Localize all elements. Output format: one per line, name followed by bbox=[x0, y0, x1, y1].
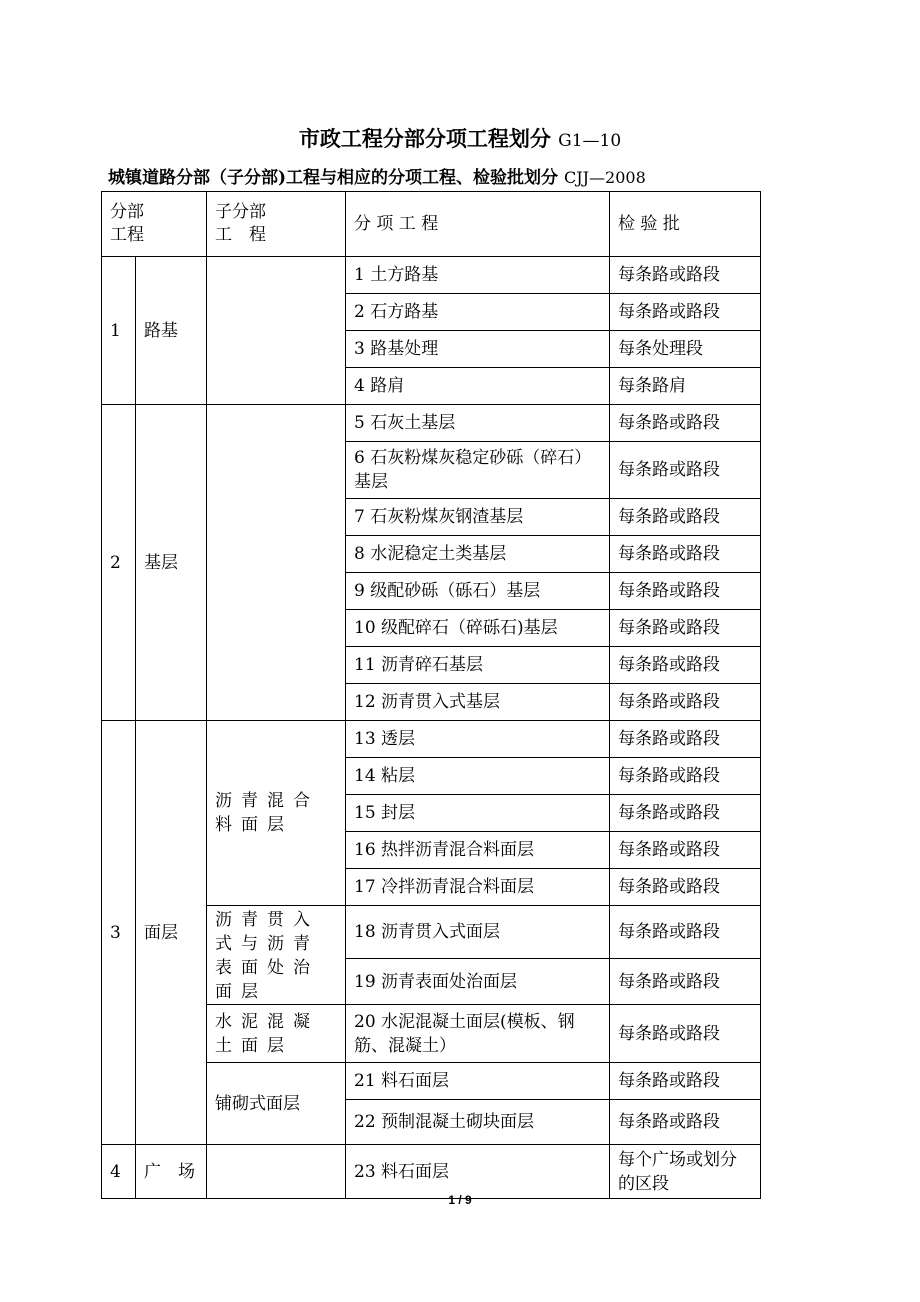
batch-cell: 每条路或路段 bbox=[610, 959, 761, 1005]
batch-cell: 每条路或路段 bbox=[610, 832, 761, 869]
table-row bbox=[102, 721, 761, 758]
header-row bbox=[102, 192, 761, 257]
batch-cell: 每条路或路段 bbox=[610, 499, 761, 536]
batch-cell: 每条路或路段 bbox=[610, 536, 761, 573]
item-cell: 9 级配砂砾（砾石）基层 bbox=[346, 573, 610, 610]
item-cell: 6 石灰粉煤灰稳定砂砾（碎石）基层 bbox=[346, 442, 610, 499]
item-cell: 13 透层 bbox=[346, 721, 610, 758]
item-cell: 12 沥青贯入式基层 bbox=[346, 684, 610, 721]
table-row bbox=[102, 405, 761, 442]
item-cell: 1 土方路基 bbox=[346, 257, 610, 294]
item-cell: 8 水泥稳定土类基层 bbox=[346, 536, 610, 573]
batch-cell: 每条路肩 bbox=[610, 368, 761, 405]
subpart-cell: 铺砌式面层 bbox=[207, 1063, 346, 1145]
table-row bbox=[102, 257, 761, 294]
batch-cell: 每条路或路段 bbox=[610, 610, 761, 647]
group-no: 1 bbox=[102, 257, 136, 405]
batch-cell: 每条路或路段 bbox=[610, 647, 761, 684]
title-text: 市政工程分部分项工程划分 bbox=[298, 126, 551, 151]
batch-cell: 每条路或路段 bbox=[610, 442, 761, 499]
header-item: 分 项 工 程 bbox=[346, 192, 610, 257]
group-name: 面层 bbox=[136, 721, 207, 1145]
caption-text: 城镇道路分部（子分部)工程与相应的分项工程、检验批划分 bbox=[108, 168, 559, 188]
subpart-cell: 沥青贯入式与沥青表面处治面层 bbox=[207, 906, 346, 1005]
batch-cell: 每个广场或划分的区段 bbox=[610, 1145, 761, 1199]
header-batch: 检 验 批 bbox=[610, 192, 761, 257]
group-name: 基层 bbox=[136, 405, 207, 721]
header-part: 分部 工程 bbox=[102, 192, 207, 257]
item-cell: 2 石方路基 bbox=[346, 294, 610, 331]
batch-cell: 每条处理段 bbox=[610, 331, 761, 368]
table-caption bbox=[108, 163, 646, 188]
item-cell: 18 沥青贯入式面层 bbox=[346, 906, 610, 959]
caption-code: CJJ—2008 bbox=[563, 168, 646, 187]
batch-cell: 每条路或路段 bbox=[610, 294, 761, 331]
item-cell: 14 粘层 bbox=[346, 758, 610, 795]
batch-cell: 每条路或路段 bbox=[610, 257, 761, 294]
batch-cell: 每条路或路段 bbox=[610, 573, 761, 610]
item-cell: 5 石灰土基层 bbox=[346, 405, 610, 442]
subpart-cell bbox=[207, 405, 346, 721]
item-cell: 22 预制混凝土砌块面层 bbox=[346, 1100, 610, 1145]
page-title bbox=[0, 123, 920, 153]
item-cell: 23 料石面层 bbox=[346, 1145, 610, 1199]
group-no: 4 bbox=[102, 1145, 136, 1199]
batch-cell: 每条路或路段 bbox=[610, 684, 761, 721]
item-cell: 7 石灰粉煤灰钢渣基层 bbox=[346, 499, 610, 536]
subpart-cell: 沥青混合料面层 bbox=[207, 721, 346, 906]
batch-cell: 每条路或路段 bbox=[610, 869, 761, 906]
batch-cell: 每条路或路段 bbox=[610, 906, 761, 959]
item-cell: 3 路基处理 bbox=[346, 331, 610, 368]
item-cell: 19 沥青表面处治面层 bbox=[346, 959, 610, 1005]
batch-cell: 每条路或路段 bbox=[610, 1005, 761, 1063]
group-name: 路基 bbox=[136, 257, 207, 405]
header-subpart: 子分部 工 程 bbox=[207, 192, 346, 257]
batch-cell: 每条路或路段 bbox=[610, 795, 761, 832]
item-cell: 4 路肩 bbox=[346, 368, 610, 405]
item-cell: 10 级配碎石（碎砾石)基层 bbox=[346, 610, 610, 647]
batch-cell: 每条路或路段 bbox=[610, 1100, 761, 1145]
item-cell: 21 料石面层 bbox=[346, 1063, 610, 1100]
title-code: G1—10 bbox=[558, 131, 622, 151]
batch-cell: 每条路或路段 bbox=[610, 758, 761, 795]
item-cell: 15 封层 bbox=[346, 795, 610, 832]
item-cell: 17 冷拌沥青混合料面层 bbox=[346, 869, 610, 906]
page-number: 1 / 9 bbox=[448, 1193, 472, 1207]
subpart-cell bbox=[207, 1145, 346, 1199]
division-table bbox=[101, 191, 761, 1199]
group-name: 广 场 bbox=[136, 1145, 207, 1199]
group-no: 3 bbox=[102, 721, 136, 1145]
batch-cell: 每条路或路段 bbox=[610, 405, 761, 442]
item-cell: 20 水泥混凝土面层(模板、钢筋、混凝土） bbox=[346, 1005, 610, 1063]
batch-cell: 每条路或路段 bbox=[610, 1063, 761, 1100]
subpart-cell bbox=[207, 257, 346, 405]
item-cell: 16 热拌沥青混合料面层 bbox=[346, 832, 610, 869]
group-no: 2 bbox=[102, 405, 136, 721]
table-row bbox=[102, 1145, 761, 1199]
subpart-cell: 水泥混凝土面层 bbox=[207, 1005, 346, 1063]
item-cell: 11 沥青碎石基层 bbox=[346, 647, 610, 684]
batch-cell: 每条路或路段 bbox=[610, 721, 761, 758]
